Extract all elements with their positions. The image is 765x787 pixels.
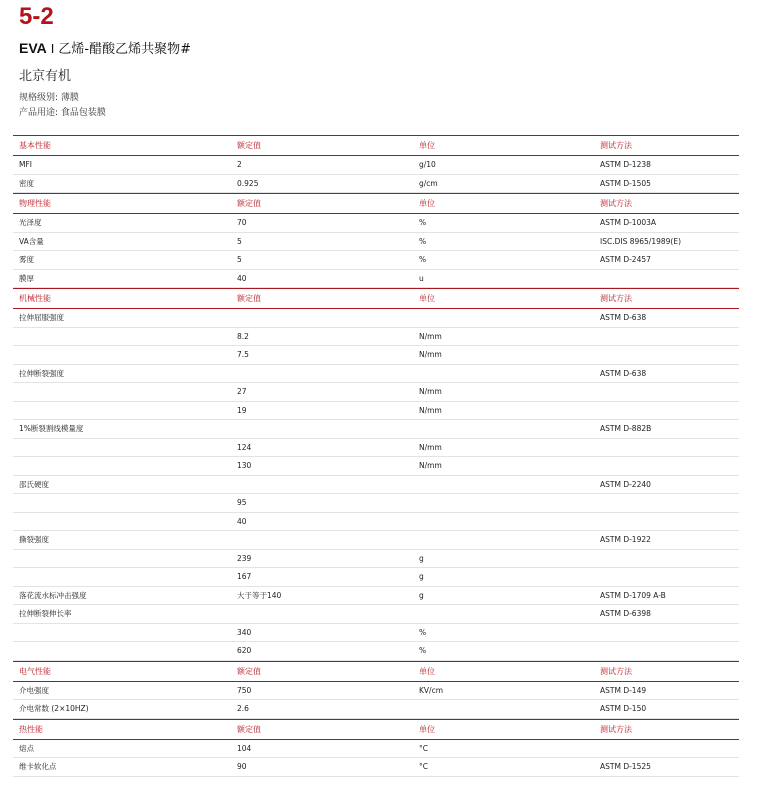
cell-method: ASTM D-1505: [600, 178, 651, 188]
table-row: [13, 476, 739, 495]
table-row: [13, 328, 739, 347]
table-row: [13, 568, 739, 587]
cell-unit: N/mm: [419, 350, 442, 359]
header-unit: 单位: [419, 141, 435, 150]
table-row: [13, 605, 739, 624]
cell-value: 2.6: [237, 704, 249, 713]
cell-property: 1%断裂割线模量度: [19, 424, 84, 433]
cell-value: 19: [237, 405, 247, 415]
cell-value: 239: [237, 553, 252, 563]
cell-value: 27: [237, 387, 247, 396]
table-row: [13, 156, 739, 175]
cell-property: 维卡软化点: [19, 762, 57, 771]
table-row: [13, 700, 739, 719]
header-method: 测试方法: [600, 141, 632, 150]
cell-value: 7.5: [237, 350, 249, 359]
cell-method: ASTM D-150: [600, 704, 647, 713]
cell-property: 介电强度: [19, 685, 49, 695]
cell-unit: N/mm: [419, 387, 442, 396]
cell-value: 5: [237, 255, 242, 264]
cell-property: 介电常数 (2×10HZ): [19, 704, 89, 713]
grade-title: 5-2: [19, 3, 54, 30]
table-row: [13, 531, 739, 550]
table-row: [13, 624, 739, 643]
table-row: [13, 758, 739, 777]
cell-property: 熔点: [19, 743, 34, 753]
spec-level: 规格级别: 薄膜: [19, 93, 79, 103]
header-property: 电气性能: [19, 666, 51, 676]
cell-value: 750: [237, 685, 252, 695]
cell-value: 90: [237, 762, 247, 771]
header-unit: 单位: [419, 724, 435, 734]
cell-method: ASTM D-149: [600, 685, 647, 695]
cell-method: ASTM D-638: [600, 368, 647, 378]
cell-value: 340: [237, 627, 252, 637]
cell-property: VA含量: [19, 236, 44, 246]
cell-property: 撕裂强度: [19, 535, 49, 544]
cell-method: ASTM D-2457: [600, 255, 651, 264]
header-method: 测试方法: [600, 724, 632, 734]
table-row: [13, 309, 739, 328]
cell-property: MFI: [19, 160, 32, 169]
cell-property: 光泽度: [19, 218, 42, 227]
cell-unit: g/cm: [419, 178, 438, 188]
cell-value: 70: [237, 218, 247, 227]
manufacturer: 北京有机: [19, 69, 72, 84]
cell-method: ASTM D-1922: [600, 535, 651, 544]
cell-property: 拉伸断裂强度: [19, 368, 64, 378]
cell-unit: g: [419, 590, 424, 600]
cell-unit: N/mm: [419, 461, 442, 470]
cell-value: 40: [237, 273, 247, 283]
cell-value: 167: [237, 572, 252, 581]
cell-method: ASTM D-2240: [600, 479, 651, 489]
cell-method: ASTM D-1709 A-B: [600, 590, 666, 600]
cell-value: 0.925: [237, 178, 259, 188]
cell-property: 密度: [19, 178, 34, 188]
table-row: [13, 513, 739, 532]
title-separator: I: [50, 41, 55, 56]
table-row: [13, 439, 739, 458]
section-header: [13, 135, 739, 156]
cell-value: 8.2: [237, 331, 249, 341]
cell-unit: °C: [419, 762, 428, 771]
table-row: [13, 420, 739, 439]
cell-value: 2: [237, 160, 242, 169]
table-row: [13, 740, 739, 759]
header-value: 额定值: [237, 666, 261, 676]
cell-value: 104: [237, 743, 252, 753]
cell-property: 落花流水标冲击强度: [19, 590, 87, 600]
header-value: 额定值: [237, 724, 261, 734]
application: 产品用途: 食品包装膜: [19, 108, 106, 118]
cell-unit: N/mm: [419, 405, 442, 415]
cell-unit: g: [419, 572, 424, 581]
table-row: [13, 175, 739, 194]
table-row: [13, 457, 739, 476]
cell-value: 95: [237, 498, 247, 507]
cell-value: 130: [237, 461, 252, 470]
table-row: [13, 682, 739, 701]
cell-unit: %: [419, 255, 427, 264]
header-method: 测试方法: [600, 666, 632, 676]
cell-unit: g: [419, 553, 424, 563]
cell-method: ASTM D-1525: [600, 762, 651, 771]
header-method: 测试方法: [600, 294, 632, 303]
cell-property: 膜厚: [19, 273, 34, 283]
cell-method: ASTM D-1238: [600, 160, 651, 169]
section-header: [13, 661, 739, 682]
table-row: [13, 365, 739, 384]
table-row: [13, 642, 739, 661]
table-row: [13, 402, 739, 421]
section-header: [13, 719, 739, 740]
header-unit: 单位: [419, 294, 435, 303]
cell-unit: %: [419, 627, 427, 637]
property-table: [13, 135, 739, 777]
cell-value: 124: [237, 442, 252, 452]
header-unit: 单位: [419, 199, 435, 208]
cell-method: ISC.DIS 8965/1989(E): [600, 236, 682, 246]
cell-unit: N/mm: [419, 331, 442, 341]
cell-unit: %: [419, 236, 427, 246]
cell-unit: KV/cm: [419, 685, 444, 695]
header-value: 额定值: [237, 199, 261, 208]
cell-property: 邵氏硬度: [19, 479, 49, 489]
table-row: [13, 270, 739, 289]
section-header: [13, 288, 739, 309]
table-row: [13, 550, 739, 569]
header-value: 额定值: [237, 294, 261, 303]
product-name: [19, 38, 191, 57]
header-property: 物理性能: [19, 199, 51, 208]
table-row: [13, 494, 739, 513]
cell-unit: %: [419, 646, 427, 655]
header-property: 热性能: [19, 724, 43, 734]
section-header: [13, 193, 739, 214]
table-row: [13, 587, 739, 606]
header-value: 额定值: [237, 141, 261, 150]
header-method: 测试方法: [600, 199, 632, 208]
header-property: 基本性能: [19, 141, 51, 150]
cell-method: ASTM D-882B: [600, 424, 652, 433]
cell-property: 拉伸屈服强度: [19, 313, 64, 322]
cell-unit: u: [419, 273, 424, 283]
cell-method: ASTM D-638: [600, 313, 647, 322]
table-row: [13, 346, 739, 365]
cell-value: 40: [237, 516, 247, 526]
header-property: 机械性能: [19, 294, 51, 303]
cell-value: 620: [237, 646, 252, 655]
table-row: [13, 251, 739, 270]
cell-property: 拉伸断裂伸长率: [19, 609, 72, 618]
cell-method: ASTM D-1003A: [600, 218, 657, 227]
cell-unit: °C: [419, 743, 428, 753]
cell-property: 雾度: [19, 255, 34, 264]
table-row: [13, 214, 739, 233]
cell-method: ASTM D-6398: [600, 609, 651, 618]
cell-unit: N/mm: [419, 442, 442, 452]
cell-value: 大于等于140: [237, 590, 282, 600]
table-row: [13, 233, 739, 252]
product-abbr: EVA: [19, 40, 47, 56]
cell-value: 5: [237, 236, 242, 246]
header-unit: 单位: [419, 666, 435, 676]
table-row: [13, 383, 739, 402]
cell-unit: %: [419, 218, 427, 227]
product-chemical-name: 乙烯-醋酸乙烯共聚物#: [58, 42, 191, 57]
cell-unit: g/10: [419, 160, 436, 169]
